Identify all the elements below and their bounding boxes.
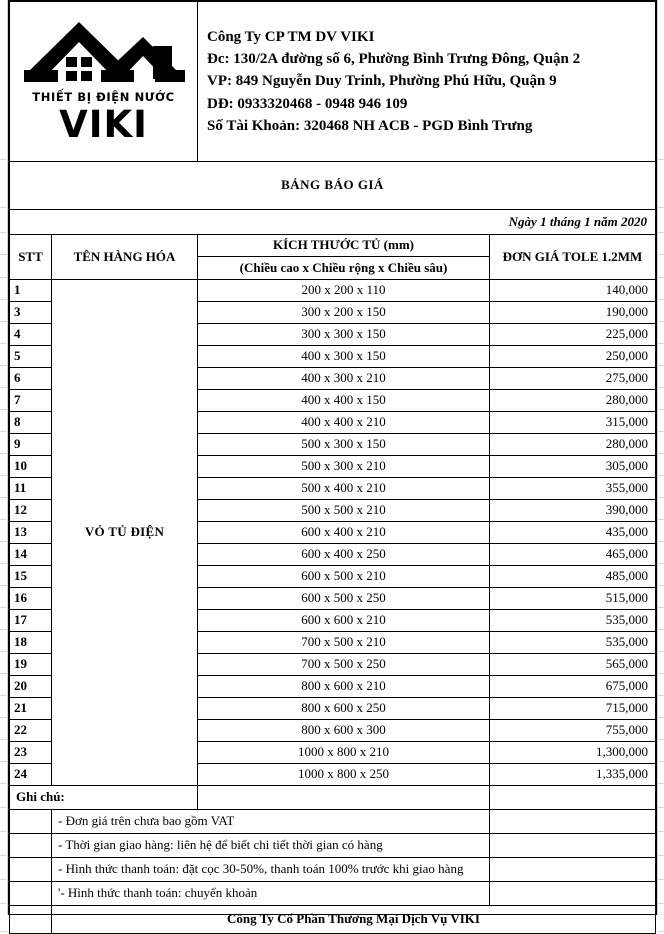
- cell-unit-price: 565,000: [490, 654, 656, 676]
- cell-stt: 15: [10, 566, 52, 588]
- cell-stt: 17: [10, 610, 52, 632]
- cell-unit-price: 465,000: [490, 544, 656, 566]
- note-stt-spacer: [10, 882, 52, 906]
- cell-unit-price: 715,000: [490, 698, 656, 720]
- cell-dimension: 400 x 300 x 210: [198, 368, 490, 390]
- note-row: [10, 810, 656, 834]
- cell-dimension: 500 x 500 x 210: [198, 500, 490, 522]
- cell-stt: 16: [10, 588, 52, 610]
- quotation-document: [8, 0, 657, 927]
- cell-dimension: 300 x 200 x 150: [198, 302, 490, 324]
- company-info-cell: [198, 2, 656, 162]
- cell-dimension: 600 x 400 x 210: [198, 522, 490, 544]
- cell-unit-price: 535,000: [490, 610, 656, 632]
- table-body: [10, 2, 656, 934]
- document-date: Ngày 1 tháng 1 năm 2020: [10, 210, 656, 235]
- page-title: BẢNG BÁO GIÁ: [10, 162, 656, 210]
- cell-stt: 24: [10, 764, 52, 786]
- company-line-address: Đc: 130/2A đường số 6, Phường Bình Trưng Đông, Quận 2: [207, 51, 581, 68]
- title-row: [10, 162, 656, 210]
- cell-unit-price: 355,000: [490, 478, 656, 500]
- cell-dimension: 300 x 300 x 150: [198, 324, 490, 346]
- cell-stt: 1: [10, 280, 52, 302]
- table-row[interactable]: [10, 280, 656, 302]
- cell-stt: 3: [10, 302, 52, 324]
- cell-dimension: 600 x 600 x 210: [198, 610, 490, 632]
- cell-stt: 8: [10, 412, 52, 434]
- cell-dimension: 500 x 300 x 210: [198, 456, 490, 478]
- cell-stt: 9: [10, 434, 52, 456]
- company-line-bank: Số Tài Khoản: 320468 NH ACB - PGD Bình Trưng: [207, 117, 533, 134]
- company-logo-cell: [10, 2, 198, 162]
- cell-product-name: VỎ TỦ ĐIỆN: [52, 280, 198, 786]
- cell-stt: 21: [10, 698, 52, 720]
- cell-dimension: 1000 x 800 x 250: [198, 764, 490, 786]
- company-line-name: Công Ty CP TM DV VIKI: [207, 29, 375, 46]
- notes-title-row: [10, 786, 656, 810]
- cell-dimension: 1000 x 800 x 210: [198, 742, 490, 764]
- note-price-spacer: [490, 810, 656, 834]
- cell-stt: 23: [10, 742, 52, 764]
- cell-stt: 14: [10, 544, 52, 566]
- cell-dimension: 800 x 600 x 300: [198, 720, 490, 742]
- cell-unit-price: 140,000: [490, 280, 656, 302]
- note-text: '- Hình thức thanh toán: chuyển khoản: [52, 882, 490, 906]
- trailing-column-gutter: [657, 0, 664, 915]
- cell-unit-price: 280,000: [490, 434, 656, 456]
- header-stt: STT: [10, 235, 52, 280]
- cell-unit-price: 535,000: [490, 632, 656, 654]
- cell-unit-price: 315,000: [490, 412, 656, 434]
- cell-dimension: 800 x 600 x 210: [198, 676, 490, 698]
- cell-stt: 19: [10, 654, 52, 676]
- note-row: [10, 882, 656, 906]
- cell-unit-price: 250,000: [490, 346, 656, 368]
- cell-unit-price: 515,000: [490, 588, 656, 610]
- signature-spacer: [10, 906, 52, 934]
- cell-unit-price: 275,000: [490, 368, 656, 390]
- notes-title-filler-dim: [198, 786, 490, 810]
- note-row: [10, 858, 656, 882]
- house-roof-logo-icon: [19, 20, 189, 92]
- cell-dimension: 600 x 500 x 250: [198, 588, 490, 610]
- note-text: - Đơn giá trên chưa bao gồm VAT: [52, 810, 490, 834]
- cell-stt: 6: [10, 368, 52, 390]
- cell-stt: 7: [10, 390, 52, 412]
- cell-stt: 5: [10, 346, 52, 368]
- cell-stt: 4: [10, 324, 52, 346]
- cell-unit-price: 755,000: [490, 720, 656, 742]
- cell-unit-price: 435,000: [490, 522, 656, 544]
- cell-dimension: 400 x 400 x 210: [198, 412, 490, 434]
- cell-unit-price: 1,300,000: [490, 742, 656, 764]
- note-stt-spacer: [10, 834, 52, 858]
- cell-dimension: 400 x 400 x 150: [198, 390, 490, 412]
- cell-dimension: 600 x 400 x 250: [198, 544, 490, 566]
- logo-subtitle: THIẾT BỊ ĐIỆN NƯỚC: [32, 89, 175, 104]
- column-header-row: [10, 235, 656, 257]
- company-line-phone: DĐ: 0933320468 - 0948 946 109: [207, 95, 408, 112]
- note-price-spacer: [490, 834, 656, 858]
- header-unit-price: ĐƠN GIÁ TOLE 1.2MM: [490, 235, 656, 280]
- cell-unit-price: 390,000: [490, 500, 656, 522]
- cell-dimension: 700 x 500 x 250: [198, 654, 490, 676]
- cell-unit-price: 190,000: [490, 302, 656, 324]
- cell-unit-price: 1,335,000: [490, 764, 656, 786]
- cell-stt: 10: [10, 456, 52, 478]
- note-text: - Thời gian giao hàng: liên hệ để biết chi tiết thời gian có hàng: [52, 834, 490, 858]
- cell-dimension: 700 x 500 x 210: [198, 632, 490, 654]
- note-price-spacer: [490, 882, 656, 906]
- date-row: [10, 210, 656, 235]
- row-header-gutter: [0, 0, 8, 915]
- trailing-gutter-cells: [658, 0, 664, 915]
- notes-title: Ghi chú:: [10, 786, 198, 810]
- notes-title-filler-price: [490, 786, 656, 810]
- cell-unit-price: 675,000: [490, 676, 656, 698]
- cell-dimension: 800 x 600 x 250: [198, 698, 490, 720]
- note-stt-spacer: [10, 858, 52, 882]
- header-dimension-subtitle: (Chiều cao x Chiều rộng x Chiều sâu): [198, 257, 490, 280]
- cell-dimension: 200 x 200 x 110: [198, 280, 490, 302]
- cell-stt: 22: [10, 720, 52, 742]
- quotation-table: [9, 1, 656, 934]
- cell-unit-price: 225,000: [490, 324, 656, 346]
- row-header-cells: [0, 0, 7, 915]
- note-row: [10, 834, 656, 858]
- cell-stt: 20: [10, 676, 52, 698]
- logo-brand-name: VIKI: [59, 103, 148, 147]
- note-text: - Hình thức thanh toán: đặt cọc 30-50%, thanh toán 100% trước khi giao hàng: [52, 858, 490, 882]
- cell-dimension: 600 x 500 x 210: [198, 566, 490, 588]
- company-line-office: VP: 849 Nguyễn Duy Trinh, Phường Phú Hữu, Quận 9: [207, 73, 557, 90]
- cell-unit-price: 280,000: [490, 390, 656, 412]
- cell-unit-price: 305,000: [490, 456, 656, 478]
- cell-unit-price: 485,000: [490, 566, 656, 588]
- note-price-spacer: [490, 858, 656, 882]
- company-signature: Công Ty Cổ Phần Thương Mại Dịch Vụ VIKI: [52, 906, 656, 934]
- cell-stt: 12: [10, 500, 52, 522]
- company-header-row: [10, 2, 656, 162]
- header-dimension-title: KÍCH THƯỚC TỦ (mm): [198, 235, 490, 257]
- signature-row: [10, 906, 656, 934]
- cell-dimension: 500 x 400 x 210: [198, 478, 490, 500]
- header-product-name: TÊN HÀNG HÓA: [52, 235, 198, 280]
- cell-dimension: 400 x 300 x 150: [198, 346, 490, 368]
- note-stt-spacer: [10, 810, 52, 834]
- cell-stt: 18: [10, 632, 52, 654]
- cell-dimension: 500 x 300 x 150: [198, 434, 490, 456]
- cell-stt: 11: [10, 478, 52, 500]
- cell-stt: 13: [10, 522, 52, 544]
